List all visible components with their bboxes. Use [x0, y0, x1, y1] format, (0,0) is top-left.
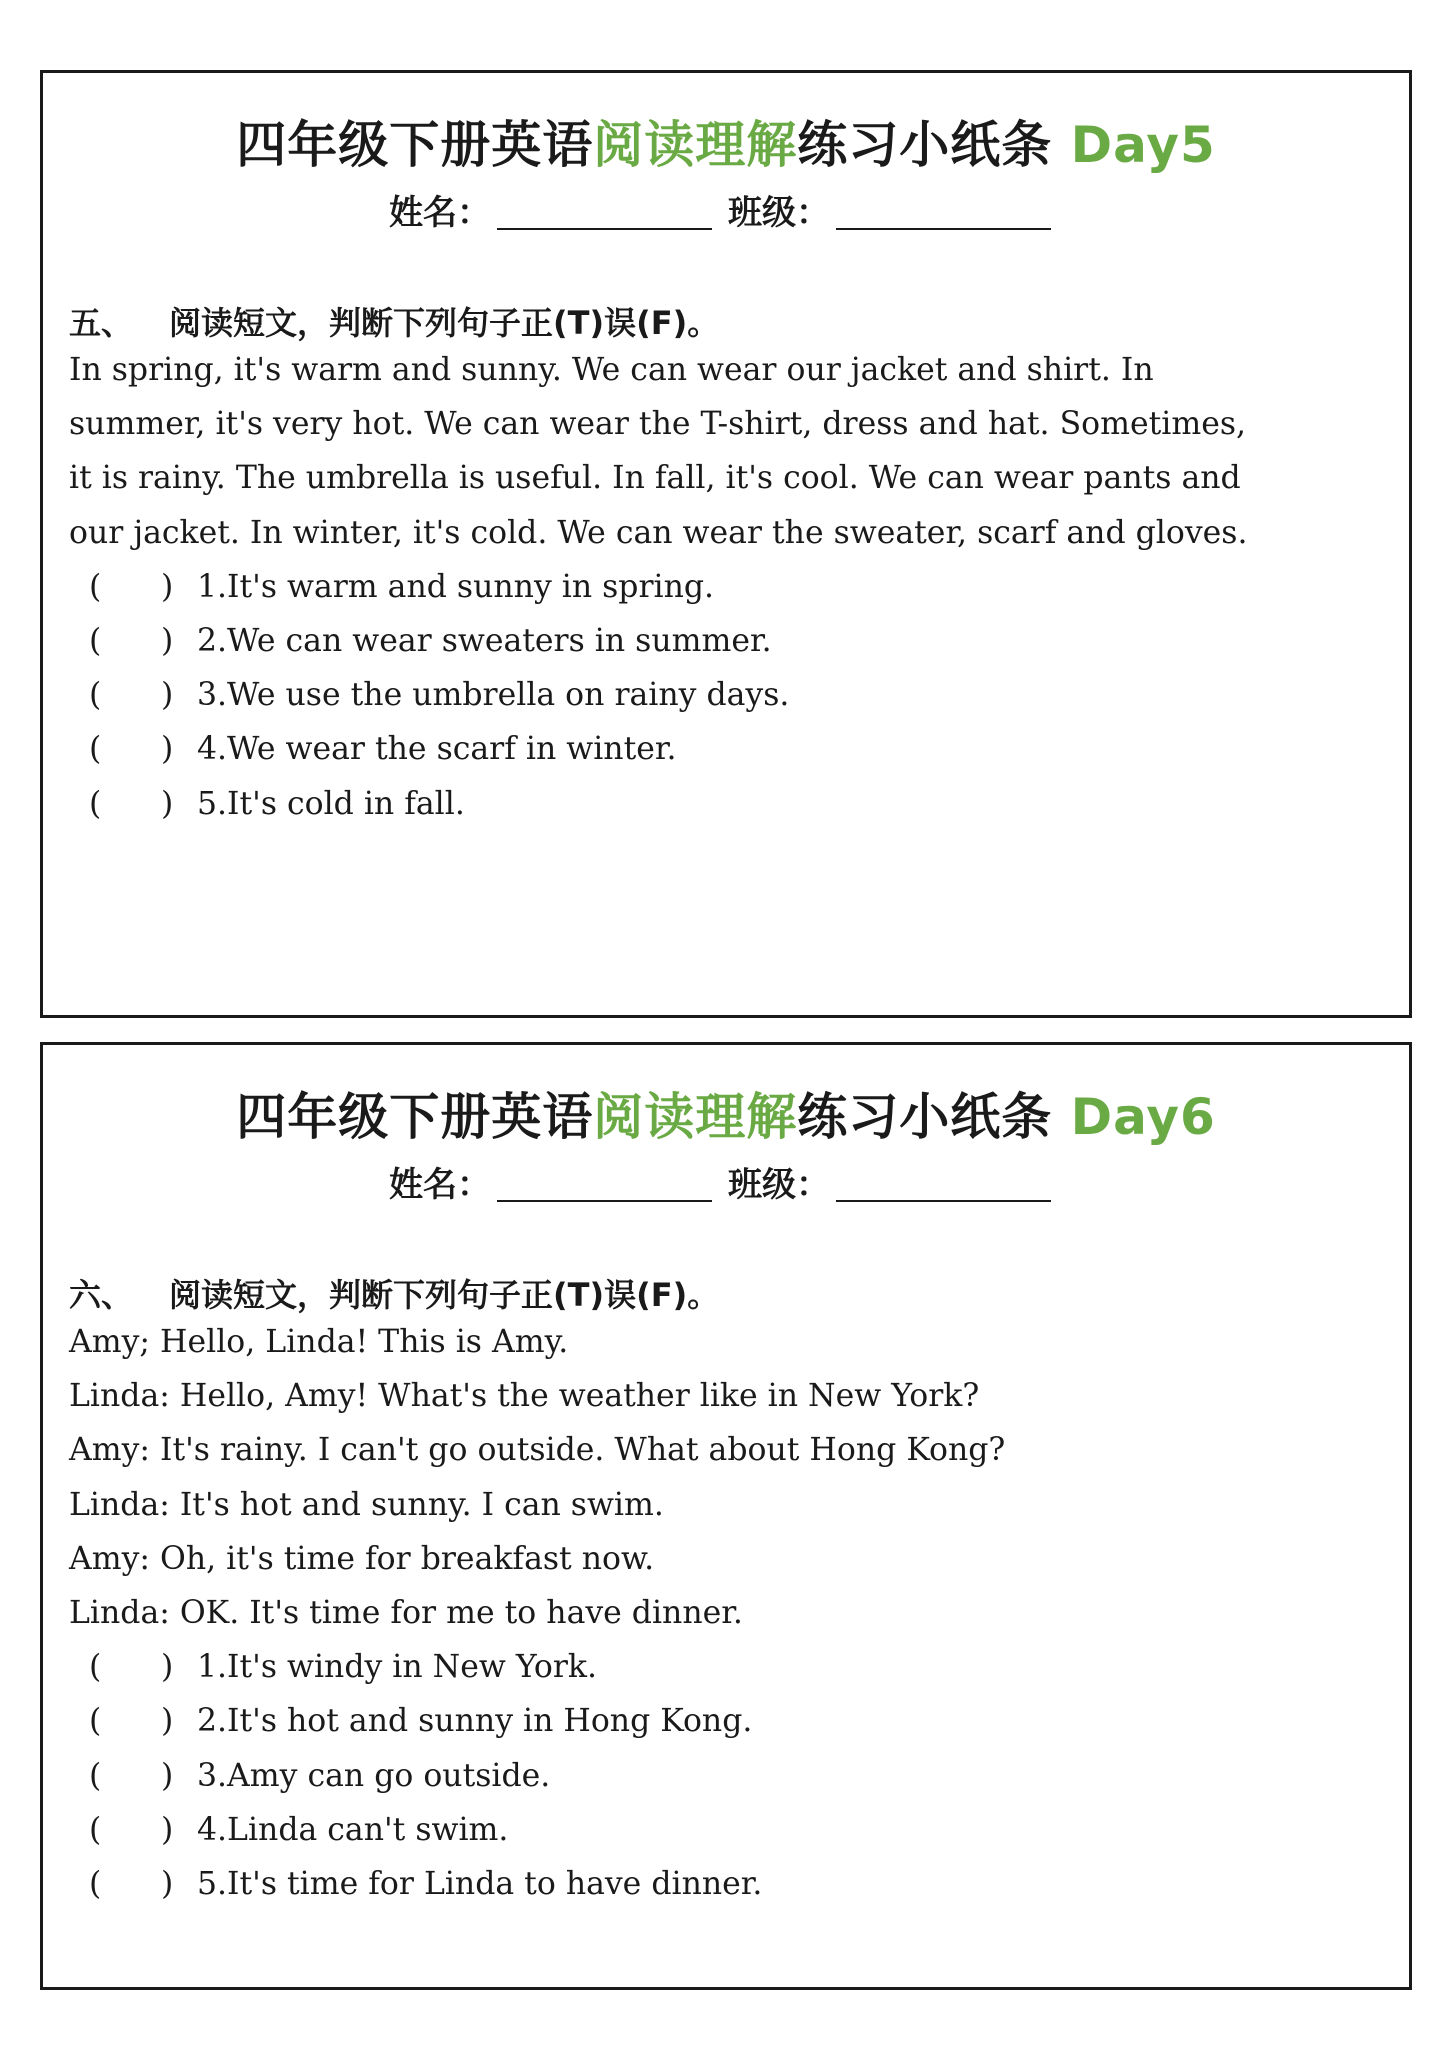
answer-paren-open[interactable]: ( [89, 677, 102, 714]
card-title [43, 105, 1409, 177]
passage-line: summer, it's very hot. We can wear the T-shirt, dress and hat. Sometimes, [69, 406, 1247, 443]
passage-line: Amy: Oh, it's time for breakfast now. [69, 1540, 655, 1577]
question-text: 1.It's windy in New York. [197, 1649, 598, 1686]
answer-paren-open[interactable]: ( [89, 568, 102, 605]
answer-paren-close: ) [161, 1757, 174, 1794]
question-text: 1.It's warm and sunny in spring. [197, 568, 715, 605]
answer-paren-open[interactable]: ( [89, 1866, 102, 1903]
answer-paren-close: ) [161, 1811, 174, 1848]
card-title [43, 1077, 1409, 1149]
passage-line: Linda: Hello, Amy! What's the weather like in New York? [69, 1378, 980, 1415]
answer-paren-close: ) [161, 1649, 174, 1686]
question-item [69, 722, 1389, 776]
question-text: 3.Amy can go outside. [197, 1757, 551, 1794]
answer-paren-open[interactable]: ( [89, 1703, 102, 1740]
title-middle: 练习小纸条 [797, 1088, 1053, 1146]
section-heading [69, 298, 719, 344]
answer-paren-close: ) [161, 731, 174, 768]
worksheet-card-day6 [40, 1042, 1412, 1990]
passage-line: it is rainy. The umbrella is useful. In fall, it's cool. We can wear pants and [69, 460, 1241, 497]
title-middle: 练习小纸条 [797, 116, 1053, 174]
name-blank[interactable] [497, 198, 712, 230]
passage-line: In spring, it's warm and sunny. We can wear our jacket and shirt. In [69, 352, 1154, 388]
passage-and-questions [69, 1315, 1389, 1911]
title-day: Day5 [1070, 116, 1216, 174]
question-text: 4.Linda can't swim. [197, 1811, 509, 1848]
section-instruction: 阅读短文，判断下列句子正(T)误(F)。 [169, 1276, 720, 1314]
class-blank[interactable] [836, 1170, 1051, 1202]
question-text: 3.We use the umbrella on rainy days. [197, 677, 790, 714]
question-item [69, 560, 1389, 614]
title-prefix: 四年级下册英语 [236, 116, 594, 174]
answer-paren-close: ) [161, 677, 174, 714]
class-label: 班级： [728, 1165, 830, 1205]
question-item [69, 777, 1389, 831]
question-item [69, 1749, 1389, 1803]
section-number: 五、 [69, 304, 134, 342]
answer-paren-close: ) [161, 568, 174, 605]
answer-paren-close: ) [161, 1703, 174, 1740]
answer-paren-close: ) [161, 785, 174, 822]
answer-paren-close: ) [161, 1866, 174, 1903]
name-blank[interactable] [497, 1170, 712, 1202]
title-highlight: 阅读理解 [593, 1088, 798, 1146]
answer-paren-open[interactable]: ( [89, 1757, 102, 1794]
question-item [69, 1857, 1389, 1911]
title-prefix: 四年级下册英语 [236, 1088, 594, 1146]
passage-line: our jacket. In winter, it's cold. We can wear the sweater, scarf and gloves. [69, 514, 1248, 551]
question-item [69, 1694, 1389, 1748]
question-item [69, 1803, 1389, 1857]
section-number: 六、 [69, 1276, 134, 1314]
name-class-line [43, 1157, 1409, 1206]
passage-line: Linda: OK. It's time for me to have dinner. [69, 1595, 743, 1632]
class-label: 班级： [728, 193, 830, 233]
question-item [69, 668, 1389, 722]
class-blank[interactable] [836, 198, 1051, 230]
answer-paren-close: ) [161, 623, 174, 660]
answer-paren-open[interactable]: ( [89, 623, 102, 660]
passage-line: Amy: It's rainy. I can't go outside. What about Hong Kong? [69, 1432, 1006, 1469]
question-item [69, 614, 1389, 668]
passage-and-questions [69, 343, 1389, 831]
section-instruction: 阅读短文，判断下列句子正(T)误(F)。 [169, 304, 720, 342]
question-text: 5.It's time for Linda to have dinner. [197, 1866, 763, 1903]
title-highlight: 阅读理解 [593, 116, 798, 174]
section-heading [69, 1270, 719, 1316]
answer-paren-open[interactable]: ( [89, 1811, 102, 1848]
question-text: 5.It's cold in fall. [197, 785, 465, 822]
answer-paren-open[interactable]: ( [89, 731, 102, 768]
worksheet-card-day5 [40, 70, 1412, 1018]
question-text: 2.We can wear sweaters in summer. [197, 623, 772, 660]
title-day: Day6 [1070, 1088, 1216, 1146]
answer-paren-open[interactable]: ( [89, 1649, 102, 1686]
name-class-line [43, 185, 1409, 234]
name-label: 姓名： [389, 1165, 491, 1205]
question-item [69, 1640, 1389, 1694]
passage-line: Amy; Hello, Linda! This is Amy. [69, 1324, 569, 1360]
name-label: 姓名： [389, 193, 491, 233]
passage-line: Linda: It's hot and sunny. I can swim. [69, 1486, 664, 1523]
question-text: 2.It's hot and sunny in Hong Kong. [197, 1703, 753, 1740]
question-text: 4.We wear the scarf in winter. [197, 731, 677, 768]
answer-paren-open[interactable]: ( [89, 785, 102, 822]
